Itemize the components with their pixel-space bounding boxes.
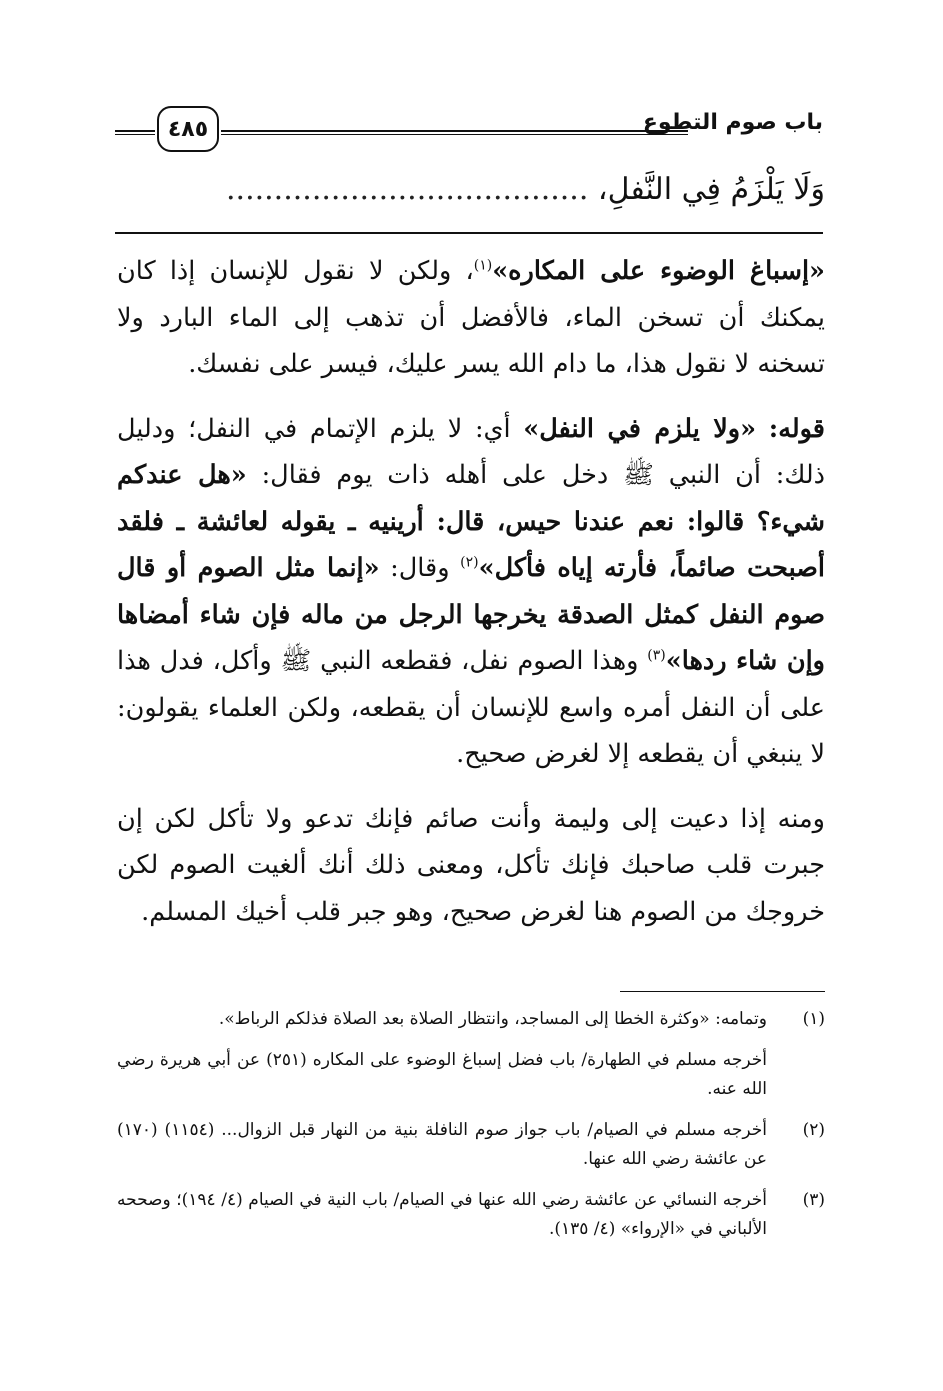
footnote-body (117, 1116, 767, 1174)
footnote-number: (٢) (802, 1120, 825, 1140)
bold-quote: «إسباغ الوضوء على المكاره» (492, 256, 825, 286)
footnote-ref-1: (١) (473, 257, 493, 274)
qawluhu-label: قوله: (768, 413, 825, 444)
paragraph-3: ومنه إذا دعيت إلى وليمة وأنت صائم فإنك تدعو ولا تأكل لكن إن جبرت قلب صاحبك فإنك تأكل، ومعنى ذلك أنك ألغيت الصوم لكن خروجك من الصوم هنا لغرض صحيح، وهو جبر قلب أخيك المسلم. (117, 803, 825, 927)
footnote-2 (117, 1116, 825, 1174)
page-number: ٤٨٥ (157, 106, 219, 152)
footnote-line: أخرجه مسلم في الطهارة/ باب فضل إسباغ الوضوء على المكاره (٢٥١) عن أبي هريرة رضي الله عنه. (117, 1050, 768, 1099)
footnote-line: وتمامه: «وكثرة الخطا إلى المساجد، وانتظار الصلاة بعد الصلاة فذلكم الرباط». (218, 1009, 767, 1029)
footnote-number: (١) (802, 1009, 825, 1029)
footnote-body (117, 1186, 767, 1244)
footnote-1 (117, 1005, 825, 1104)
commentary-text (117, 248, 825, 935)
paragraph-2 (117, 406, 825, 778)
chapter-title: باب صوم التطوع (642, 110, 823, 135)
paragraph-1-text: ، ولكن لا نقول للإنسان إذا كان يمكنك أن تسخن الماء، فالأفضل أن تذهب إلى الماء البارد ولا تسخنه لا نقول هذا، ما دام الله يسر عليك، فيسر على نفسك. (117, 256, 825, 379)
footnote-body (117, 1005, 767, 1104)
footnote-line: أخرجه مسلم في الصيام/ باب جواز صوم النافلة بنية من النهار قبل الزوال... (١١٥٤) (١٧٠) عن عائشة رضي الله عنها. (117, 1120, 768, 1169)
footnote-3 (117, 1186, 825, 1244)
matn-divider (115, 232, 823, 234)
matn-dots: ...................................... (226, 172, 589, 207)
paragraph-2-text-1: أي: لا يلزم الإتمام في النفل؛ ودليل ذلك: أن النبي ﷺ دخل على أهله ذات يوم فقال: (117, 413, 825, 490)
footnote-number: (٣) (802, 1190, 825, 1210)
matn-line (117, 172, 825, 207)
matn-text: وَلَا يَلْزَمُ فِي النَّفلِ، (597, 172, 825, 207)
footnote-divider (620, 991, 825, 992)
page-header (115, 100, 823, 160)
paragraph-2-text-3: وهذا الصوم نفل، فقطعه النبي ﷺ وأكل، فدل هذا على أن النفل أمره واسع للإنسان أن يقطعه، ولكن العلماء يقولون: لا ينبغي أن يقطعه إلا لغرض صحيح. (117, 646, 825, 769)
header-rule-right (221, 130, 688, 135)
paragraph-1 (117, 248, 825, 388)
hadith-quote-2: «إنما مثل الصوم أو قال صوم النفل كمثل الصدقة يخرجها الرجل من ماله فإن شاء أمضاها وإن شاء ردها» (117, 553, 825, 676)
hadith-quote-1: «هل عندكم شيء؟ قالوا: نعم عندنا حيس، قال: أرينيه ـ يقوله لعائشة ـ فلقد أصبحت صائماً، فأرته إياه فأكل» (117, 460, 826, 583)
footnotes (117, 1005, 825, 1256)
footnote-line: أخرجه النسائي عن عائشة رضي الله عنها في الصيام/ باب النية في الصيام (٤/ ١٩٤)؛ وصححه الألباني في «الإرواء» (٤/ ١٣٥). (117, 1190, 767, 1239)
footnote-ref-3: (٣) (647, 647, 666, 664)
paragraph-2-text-2: وقال: (379, 553, 461, 583)
matn-quote: «ولا يلزم في النفل» (523, 413, 757, 444)
header-rule-left (115, 130, 155, 135)
footnote-ref-2: (٢) (460, 554, 479, 571)
